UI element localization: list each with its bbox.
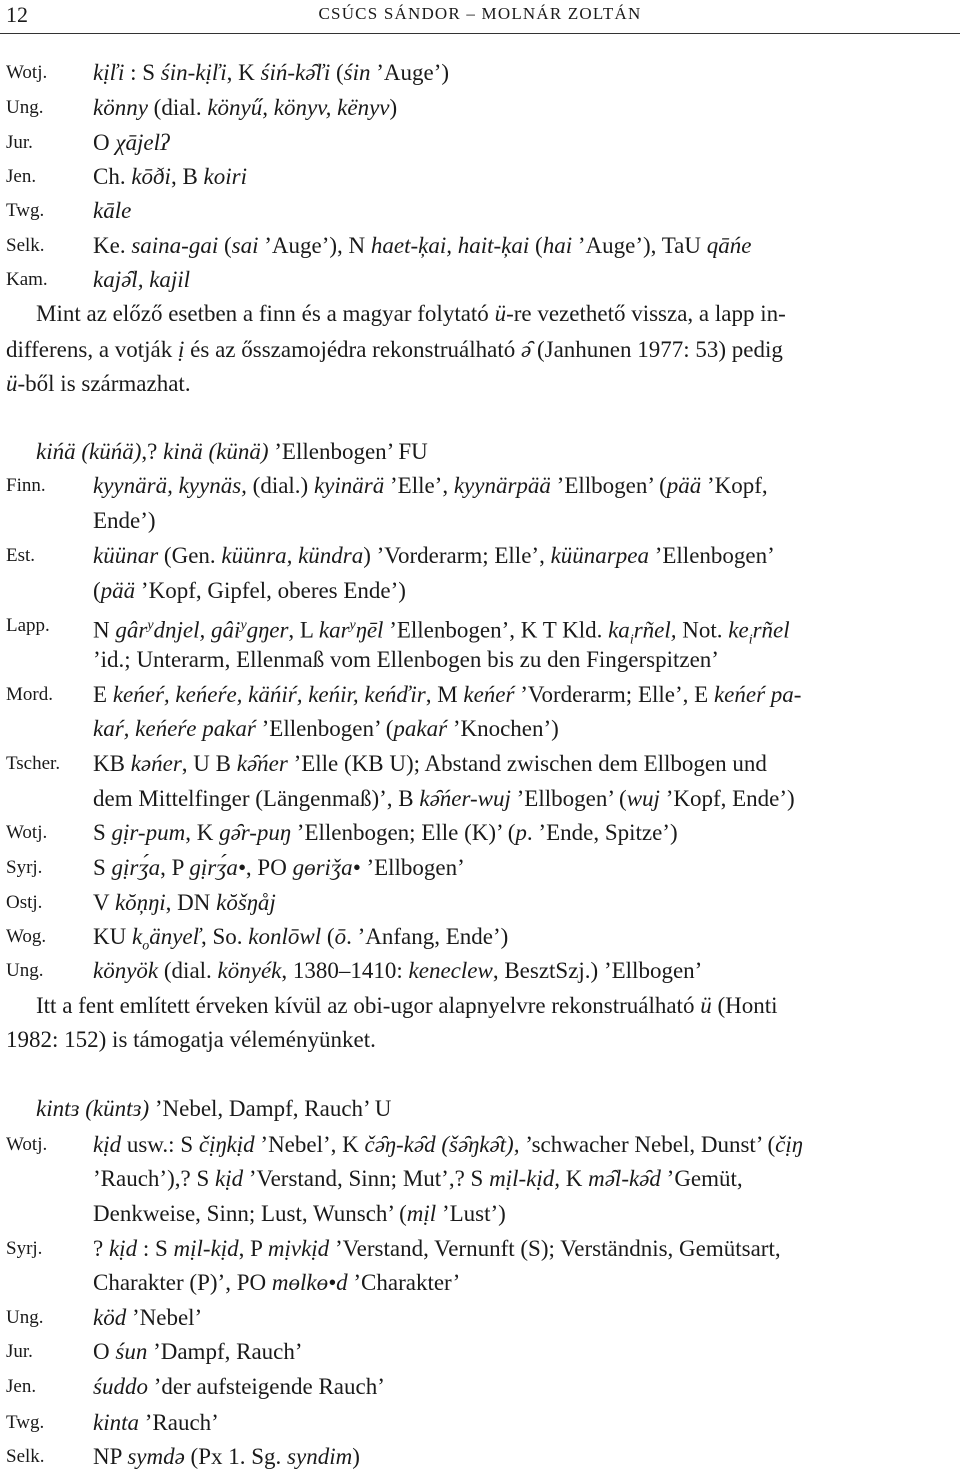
italic-form: keńeŕ: [463, 682, 515, 707]
running-title: CSÚCS SÁNDOR – MOLNÁR ZOLTÁN: [318, 4, 642, 23]
language-label: Ung.: [6, 960, 44, 981]
line-text: [93, 471, 768, 501]
header-rule: [0, 33, 960, 34]
text-segment: y: [240, 618, 247, 633]
italic-form: kinä (künä): [163, 439, 269, 464]
text-segment: ’Nebel’: [126, 1305, 203, 1330]
text-segment: K: [559, 1166, 589, 1191]
text-segment: ’Vorderarm; Elle’, E: [514, 682, 714, 707]
line-text: [93, 58, 449, 88]
text-segment: ’Knochen’): [447, 716, 559, 741]
italic-form: kintɜ (küntɜ): [36, 1096, 150, 1121]
italic-form: gịrʒ́a: [111, 855, 161, 880]
text-segment: , P: [238, 1236, 268, 1261]
language-label: Lapp.: [6, 615, 50, 636]
italic-form: kə̑ńer: [236, 751, 288, 776]
text-segment: ): [389, 95, 398, 120]
line-text: [93, 541, 775, 571]
italic-form: mə̑l-kə̑d: [588, 1166, 661, 1191]
italic-form: ŋēl: [355, 617, 384, 643]
italic-form: ke: [728, 617, 749, 643]
italic-form: ü: [700, 993, 712, 1018]
text-segment: Ende’): [93, 508, 156, 533]
italic-form: kāle: [93, 198, 132, 223]
text-segment: , K: [185, 820, 220, 845]
line-text: [93, 1372, 385, 1402]
text-segment: ’Elle (KB U); Abstand zwischen dem Ellbogen und: [287, 751, 767, 776]
text-segment: , PO: [245, 855, 293, 880]
language-label: Wotj.: [6, 62, 48, 83]
line-text: [93, 1268, 460, 1298]
line-text: [93, 128, 169, 158]
italic-form: ka: [608, 617, 630, 643]
italic-form: kịd: [215, 1166, 244, 1191]
language-label: Tscher.: [6, 753, 61, 774]
text-segment: differens, a votják: [6, 337, 179, 362]
line-text: [93, 956, 702, 986]
italic-form: śin-kịľi: [160, 60, 227, 85]
line-text: [93, 680, 801, 710]
text-segment: -re vezethető vissza, a lapp in-: [506, 301, 786, 326]
line-text: [93, 818, 678, 848]
line-text: [93, 576, 406, 606]
line-text: [93, 506, 156, 536]
line-text: [93, 93, 397, 123]
line-text: [93, 196, 131, 226]
text-segment: ’Ellbogen’ (: [510, 786, 627, 811]
language-label: Wotj.: [6, 822, 48, 843]
text-segment: (: [321, 924, 335, 949]
line-text: [93, 265, 190, 295]
italic-form: konlōwl: [248, 924, 322, 949]
text-segment: Not.: [676, 617, 729, 643]
italic-form: keńeŕ, keńeŕe, käńiŕ, keńir, keńďir: [112, 682, 426, 707]
text-segment: o: [142, 938, 150, 954]
text-segment: , DN: [165, 890, 217, 915]
line-text: [36, 437, 428, 467]
italic-form: haet-ķai, hait-ķai: [370, 233, 530, 258]
text-segment: KU: [93, 924, 132, 949]
line-text: [93, 231, 751, 261]
line-text: [93, 1303, 202, 1333]
page-number: 12: [6, 2, 28, 27]
italic-form: pää: [666, 473, 702, 498]
text-segment: NP: [93, 1444, 128, 1469]
line-text: [36, 991, 778, 1021]
text-segment: , B: [170, 164, 204, 189]
italic-form: p: [515, 820, 527, 845]
italic-form: kịd: [93, 1132, 122, 1157]
language-label: Twg.: [6, 1412, 45, 1433]
text-segment: , K: [226, 60, 261, 85]
text-segment: dem Mittelfinger (Längenmaß)’, B: [93, 786, 420, 811]
text-segment: ’Kopf,: [701, 473, 768, 498]
text-segment: Ch.: [93, 164, 132, 189]
line-text: [6, 369, 191, 399]
text-segment: ’Verstand, Vernunft (S); Verständnis, Gemütsart,: [329, 1236, 781, 1261]
text-segment: . ’Anfang, Ende’): [346, 924, 509, 949]
italic-form: dnjel, gâi: [153, 617, 241, 643]
line-text: [93, 1442, 360, 1472]
text-segment: Itt a fent említett érveken kívül az obi-ugor alapnyelvre rekonstruálható: [36, 993, 701, 1018]
italic-form: könyök: [93, 958, 159, 983]
language-label: Jur.: [6, 132, 33, 153]
italic-form: kinta: [93, 1410, 139, 1435]
italic-form: ị: [178, 337, 185, 362]
italic-form: kŏņŋi: [114, 890, 166, 915]
text-segment: ’id.; Unterarm, Ellenmaß vom Ellenbogen bis zu den Fingerspitzen’: [93, 647, 719, 672]
italic-form: mịl-kịd: [173, 1236, 239, 1261]
italic-form: gịrʒ́a•: [189, 855, 246, 880]
text-segment: ?: [93, 1236, 109, 1261]
italic-form: mịl-kịd,: [489, 1166, 560, 1191]
text-segment: ’Kopf, Gipfel, oberes Ende’): [135, 578, 406, 603]
language-label: Selk.: [6, 235, 45, 256]
italic-form: qāńe: [706, 233, 752, 258]
language-label: Selk.: [6, 1446, 45, 1467]
text-segment: ’Kopf, Ende’): [659, 786, 795, 811]
line-text: [93, 853, 465, 883]
text-segment: S: [93, 855, 112, 880]
text-segment: E: [93, 682, 113, 707]
text-segment: Denkweise, Sinn; Lust, Wunsch’ (: [93, 1201, 407, 1226]
italic-form: gə̑r-puŋ: [219, 820, 292, 845]
text-segment: (: [529, 233, 543, 258]
italic-form: koiri: [203, 164, 247, 189]
italic-form: kōði: [131, 164, 171, 189]
line-text: [93, 1337, 303, 1367]
italic-form: kəńer: [130, 751, 182, 776]
italic-form: mịl: [406, 1201, 437, 1226]
text-segment: , U B: [181, 751, 237, 776]
text-segment: (Honti: [711, 993, 778, 1018]
italic-form: śuddo: [93, 1374, 148, 1399]
italic-form: čịŋ: [775, 1132, 803, 1157]
text-segment: ’der aufsteigende Rauch’: [147, 1374, 385, 1399]
italic-form: gŋer: [246, 617, 289, 643]
italic-form: sai: [231, 233, 259, 258]
language-label: Ostj.: [6, 892, 43, 913]
text-segment: (Janhunen 1977: 53) pedig: [531, 337, 783, 362]
text-segment: ’Verstand, Sinn; Mut’,? S: [243, 1166, 490, 1191]
language-label: Finn.: [6, 475, 46, 496]
italic-form: keneclew: [408, 958, 493, 983]
italic-form: kyinärä: [313, 473, 385, 498]
text-segment: -ből is származhat.: [17, 371, 191, 396]
italic-form: čə̑ŋ-kə̑d (šə̑ŋkə̑t),: [364, 1132, 520, 1157]
text-segment: ’Dampf, Rauch’: [147, 1339, 303, 1364]
italic-form: rñel,: [633, 617, 677, 643]
italic-form: symdə: [127, 1444, 185, 1469]
line-text: [6, 1025, 376, 1055]
italic-form: kyynärä, kyynäs,: [93, 473, 247, 498]
italic-form: ü: [6, 371, 18, 396]
line-text: [93, 645, 719, 675]
italic-form: pakaŕ: [393, 716, 448, 741]
language-label: Ung.: [6, 1307, 44, 1328]
italic-form: köd: [93, 1305, 127, 1330]
line-text: [93, 1408, 219, 1438]
language-label: Wotj.: [6, 1134, 48, 1155]
text-segment: ’Elle’,: [384, 473, 454, 498]
italic-form: čịŋkịd: [198, 1132, 255, 1157]
italic-form: kịd: [108, 1236, 138, 1261]
italic-form: küünra, kündra: [221, 543, 364, 568]
text-segment: O: [93, 1339, 116, 1364]
text-segment: ’Ellenbogen’ (: [255, 716, 394, 741]
text-segment: S: [93, 820, 112, 845]
text-segment: 1982: 152) is támogatja véleményünket.: [6, 1027, 376, 1052]
italic-form: ə̑: [521, 337, 532, 362]
text-segment: usw.: S: [121, 1132, 199, 1157]
italic-form: wuj: [626, 786, 660, 811]
text-segment: , L: [288, 617, 319, 643]
italic-form: pää: [100, 578, 136, 603]
text-segment: ’Gemüt,: [660, 1166, 743, 1191]
italic-form: χājelʔ: [115, 130, 170, 155]
text-segment: y: [349, 618, 356, 633]
language-label: Ung.: [6, 97, 44, 118]
language-label: Wog.: [6, 926, 47, 947]
text-segment: (dial.: [147, 95, 208, 120]
text-segment: (Gen.: [158, 543, 222, 568]
italic-form: gɵriǯa•: [292, 855, 361, 880]
text-segment: (Px 1. Sg.: [184, 1444, 288, 1469]
text-segment: Ke.: [93, 233, 132, 258]
text-segment: (dial.): [246, 473, 314, 498]
line-text: [36, 1094, 391, 1124]
line-text: [93, 784, 795, 814]
italic-form: kə̑ńer-wuj: [419, 786, 511, 811]
text-segment: , So.: [201, 924, 249, 949]
italic-form: śiń-kə̑ľi: [260, 60, 331, 85]
text-segment: . ’Ende, Spitze’): [526, 820, 678, 845]
line-text: [93, 749, 767, 779]
line-text: [36, 299, 786, 329]
page-header: [0, 0, 960, 30]
text-segment: ’Ellbogen’: [360, 855, 465, 880]
text-segment: (dial.: [158, 958, 218, 983]
italic-form: kŏšŋåj: [216, 890, 276, 915]
line-text: [93, 162, 247, 192]
italic-form: śin: [343, 60, 371, 85]
italic-form: syndim: [287, 1444, 353, 1469]
italic-form: mɵlkɵ•d: [271, 1270, 348, 1295]
italic-form: kịľi: [93, 60, 125, 85]
text-segment: O: [93, 130, 116, 155]
italic-form: kaŕ, keńeŕe pakaŕ: [93, 716, 256, 741]
language-label: Syrj.: [6, 1238, 43, 1259]
italic-form: ō: [334, 924, 347, 949]
text-segment: ) ’Vorderarm; Elle’,: [363, 543, 551, 568]
text-segment: , P: [160, 855, 190, 880]
text-segment: , 1380–1410:: [281, 958, 409, 983]
italic-form: k: [131, 924, 143, 949]
text-segment: és az ősszamojédra rekonstruálható: [184, 337, 521, 362]
italic-form: könny: [93, 95, 148, 120]
text-segment: ): [352, 1444, 360, 1469]
text-segment: (: [93, 578, 101, 603]
text-segment: KB: [93, 751, 131, 776]
text-segment: ,?: [141, 439, 164, 464]
italic-form: rñel: [752, 617, 790, 643]
text-segment: ’Rauch’),? S: [93, 1166, 215, 1191]
italic-form: kajə̑l, kajil: [93, 267, 191, 292]
text-segment: , BesztSzj.) ’Ellbogen’: [492, 958, 703, 983]
line-text: [93, 1234, 781, 1264]
text-segment: ’Charakter’: [347, 1270, 461, 1295]
text-segment: : S: [124, 60, 161, 85]
italic-form: keńeŕ pa-: [713, 682, 802, 707]
language-label: Est.: [6, 545, 36, 566]
text-segment: (: [330, 60, 344, 85]
text-segment: Charakter (P)’, PO: [93, 1270, 272, 1295]
text-segment: ’schwacher Nebel, Dunst’ (: [519, 1132, 776, 1157]
text-segment: : S: [137, 1236, 174, 1261]
text-segment: ’Rauch’: [139, 1410, 219, 1435]
text-segment: ’Ellbogen’ (: [550, 473, 667, 498]
italic-form: küünarpea: [550, 543, 649, 568]
language-label: Twg.: [6, 200, 45, 221]
text-segment: N: [93, 617, 116, 643]
text-segment: i: [629, 632, 634, 648]
text-segment: ’Lust’): [436, 1201, 506, 1226]
line-text: [93, 888, 276, 918]
italic-form: śun: [115, 1339, 148, 1364]
line-text: [93, 1130, 803, 1160]
italic-form: hai: [542, 233, 573, 258]
italic-form: gâr: [115, 617, 148, 643]
language-label: Jur.: [6, 1341, 33, 1362]
text-segment: Mint az előző esetben a finn és a magyar folytató: [36, 301, 495, 326]
line-text: [6, 335, 783, 365]
language-label: Jen.: [6, 1376, 37, 1397]
text-segment: ’Auge’): [370, 60, 450, 85]
language-label: Kam.: [6, 269, 48, 290]
text-segment: ’Nebel’, K: [254, 1132, 365, 1157]
text-segment: V: [93, 890, 115, 915]
text-segment: y: [147, 618, 154, 633]
italic-form: mịvkịd: [267, 1236, 330, 1261]
italic-form: ü: [494, 301, 507, 326]
italic-form: kyynärpää: [453, 473, 551, 498]
text-segment: ’Auge’), TaU: [572, 233, 707, 258]
language-label: Mord.: [6, 684, 53, 705]
text-segment: (: [218, 233, 232, 258]
text-segment: ’Nebel, Dampf, Rauch’ U: [149, 1096, 392, 1121]
text-segment: , M: [425, 682, 464, 707]
language-label: Jen.: [6, 166, 37, 187]
italic-form: küünar: [93, 543, 159, 568]
text-segment: i: [748, 632, 753, 648]
italic-form: kińä (küńä): [36, 439, 142, 464]
italic-form: gịr-pum: [111, 820, 186, 845]
line-text: [93, 1164, 743, 1194]
italic-form: änyeľ: [149, 924, 201, 949]
text-segment: ’Ellenbogen’: [648, 543, 775, 568]
italic-form: könyék: [217, 958, 282, 983]
line-text: [93, 1199, 506, 1229]
italic-form: könyű, könyv, kënyv: [207, 95, 390, 120]
text-segment: ’Ellenbogen’, K T Kld.: [383, 617, 609, 643]
text-segment: ’Ellenbogen; Elle (K)’ (: [291, 820, 516, 845]
text-segment: ’Auge’), N: [258, 233, 371, 258]
text-segment: ’Ellenbogen’ FU: [268, 439, 428, 464]
italic-form: kar: [318, 617, 350, 643]
line-text: [93, 714, 559, 744]
italic-form: saina-gai: [131, 233, 219, 258]
language-label: Syrj.: [6, 857, 43, 878]
